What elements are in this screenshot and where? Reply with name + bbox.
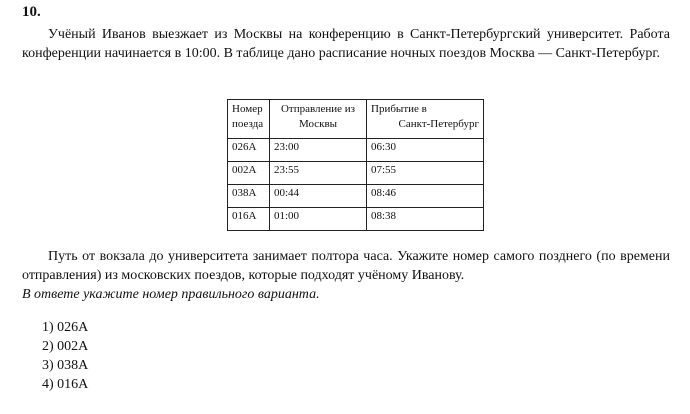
task-intro-paragraph <box>22 25 670 63</box>
header-train-number-line1: Номер <box>232 103 263 115</box>
question-text: Путь от вокзала до университета занимает полтора часа. Укажите номер самого позднего (по времени отправления) из московских поездов, которые подходят учёному Иванову. <box>22 249 670 283</box>
cell-arrival: 08:38 <box>367 208 484 231</box>
answer-option[interactable]: 3) 038А <box>42 358 89 373</box>
train-schedule-table <box>227 99 484 231</box>
question-paragraph <box>22 247 670 285</box>
table-row <box>228 139 484 162</box>
cell-departure: 00:44 <box>270 185 367 208</box>
cell-train: 026А <box>228 139 270 162</box>
task-intro-text: Учёный Иванов выезжает из Москвы на конференцию в Санкт-Петербургский университет. Работа конференции начинается в 10:00. В таблице дано расписание ночных поездов Москва — Санкт-Петербург. <box>22 27 670 61</box>
header-arrival <box>367 100 484 139</box>
cell-arrival: 08:46 <box>367 185 484 208</box>
header-departure <box>270 100 367 139</box>
answer-options-list <box>42 318 88 394</box>
header-departure-line1: Отправление из <box>280 103 356 115</box>
cell-train: 016А <box>228 208 270 231</box>
table-header-row <box>228 100 484 139</box>
cell-train: 038А <box>228 185 270 208</box>
answer-option[interactable]: 1) 026А <box>42 320 89 335</box>
cell-departure: 23:55 <box>270 162 367 185</box>
header-arrival-line1: Прибытие в <box>371 103 427 115</box>
cell-departure: 01:00 <box>270 208 367 231</box>
table-row <box>228 208 484 231</box>
header-train-number-line2: поезда <box>232 118 264 130</box>
answer-instruction: В ответе укажите номер правильного варианта. <box>22 287 320 302</box>
header-arrival-line2: Санкт-Петербург <box>398 118 479 130</box>
table-row <box>228 162 484 185</box>
table-row <box>228 185 484 208</box>
task-number: 10. <box>22 4 41 20</box>
cell-departure: 23:00 <box>270 139 367 162</box>
header-train-number <box>228 100 270 139</box>
answer-option[interactable]: 4) 016А <box>42 377 89 392</box>
cell-arrival: 06:30 <box>367 139 484 162</box>
header-departure-line2: Москвы <box>298 118 338 130</box>
cell-arrival: 07:55 <box>367 162 484 185</box>
cell-train: 002А <box>228 162 270 185</box>
answer-option[interactable]: 2) 002А <box>42 339 89 354</box>
